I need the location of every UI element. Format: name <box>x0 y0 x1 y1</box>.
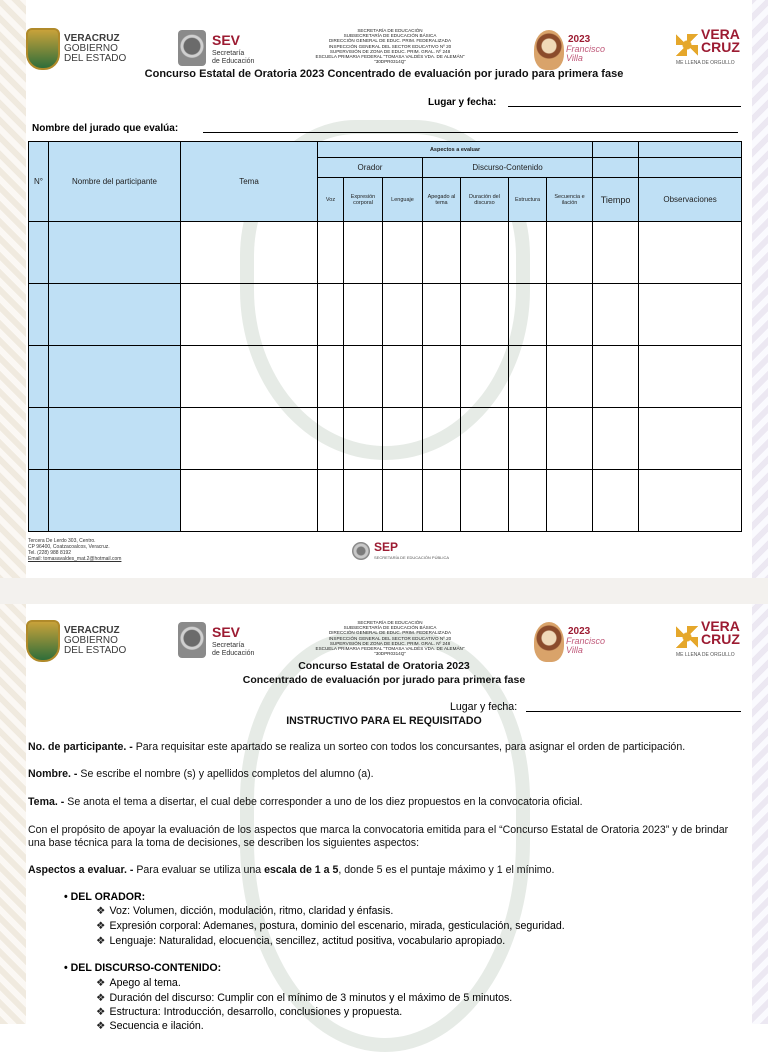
veracruz-government-logo: VERACRUZ GOBIERNO DEL ESTADO <box>26 28 146 72</box>
diamond-bullet-icon: ❖ <box>96 935 106 947</box>
state-coat-of-arms-icon <box>26 28 60 70</box>
diamond-bullet-icon: ❖ <box>96 992 106 1004</box>
cell-observations[interactable] <box>639 346 742 408</box>
cell-voice[interactable] <box>318 284 344 346</box>
table-row <box>29 222 742 284</box>
header-topic: Tema <box>181 142 318 222</box>
table-row <box>29 470 742 532</box>
francisco-villa-portrait-icon <box>534 622 564 662</box>
place-date-label: Lugar y fecha: <box>428 97 497 108</box>
sep-emblem-icon <box>352 542 370 560</box>
school-contact-footer: Tercera De Lerdo 303, Centro. CP 96400, Coatzacoalcos, Veracruz. Tel. (228) 988 8192 Email: tomasavaldes_mat.2@hotmail.com <box>28 538 122 562</box>
sev-logo: SEV Secretaría de Educación <box>178 622 268 662</box>
name-instruction: Nombre. - Se escribe el nombre (s) y apellidos completos del alumno (a). <box>28 768 374 780</box>
cell-speech-duration[interactable] <box>461 470 509 532</box>
cell-speech-duration[interactable] <box>461 222 509 284</box>
cell-language[interactable] <box>383 470 423 532</box>
page-title-line1: Concurso Estatal de Oratoria 2023 <box>298 660 470 672</box>
diamond-bullet-icon: ❖ <box>96 905 106 917</box>
speaker-heading: • DEL ORADOR: <box>64 891 146 903</box>
cell-voice[interactable] <box>318 408 344 470</box>
content-item-structure: ❖ Estructura: Introducción, desarrollo, conclusiones y propuesta. <box>96 1006 403 1018</box>
cell-on-topic[interactable] <box>423 470 461 532</box>
cell-speech-duration[interactable] <box>461 284 509 346</box>
purpose-paragraph: Con el propósito de apoyar la evaluación de los aspectos que marca la convocatoria emitida para el “Concurso Estatal de Oratoria 2023” y de brindar una base técnica para la toma de decisiones, se describen los siguientes aspectos: <box>28 824 729 849</box>
cell-speech-duration[interactable] <box>461 346 509 408</box>
veracruz-brand-logo: VERA CRUZ ME LLENA DE ORGULLO <box>676 618 740 658</box>
cell-structure[interactable] <box>509 284 547 346</box>
cell-voice[interactable] <box>318 222 344 284</box>
sev-logo: SEV Secretaría de Educación <box>178 30 268 70</box>
cell-number[interactable] <box>29 470 49 532</box>
cell-language[interactable] <box>383 346 423 408</box>
place-date-field[interactable] <box>526 711 741 712</box>
cell-structure[interactable] <box>509 470 547 532</box>
cell-participant-name[interactable] <box>49 284 181 346</box>
header-sequence: Secuencia e ilación <box>547 178 593 222</box>
sep-logo: SEP SECRETARÍA DE EDUCACIÓN PÚBLICA <box>352 540 422 564</box>
national-emblem-icon <box>178 622 206 658</box>
diamond-bullet-icon: ❖ <box>96 977 106 989</box>
table-row <box>29 408 742 470</box>
cell-topic[interactable] <box>181 222 318 284</box>
institution-header-text: SECRETARÍA DE EDUCACIÓN SUBSECRETARÍA DE EDUCACIÓN BÁSICA DIRECCIÓN GENERAL DE EDUC. PRIM. FEDERALIZADA INSPECCIÓN GENERAL DEL SECTOR EDUCATIVO Nº 20 SUPERVISIÓN DE ZONA DE EDUC. PRIM. GRAL. Nº 248 ESCUELA PRIMARIA FEDERAL "TOMASA VALDÉS VDA. DE ALEMÁN" "30DPR0314Q" <box>315 620 465 657</box>
jury-name-field[interactable] <box>203 132 738 133</box>
cell-on-topic[interactable] <box>423 222 461 284</box>
header-speaker-group: Orador <box>318 158 423 178</box>
cell-voice[interactable] <box>318 470 344 532</box>
cell-participant-name[interactable] <box>49 470 181 532</box>
header-on-topic: Apegado al tema <box>423 178 461 222</box>
cell-topic[interactable] <box>181 408 318 470</box>
cell-time[interactable] <box>593 408 639 470</box>
page-title: Concurso Estatal de Oratoria 2023 Concentrado de evaluación por jurado para primera fase <box>144 68 624 80</box>
content-item-sequence: ❖ Secuencia e ilación. <box>96 1020 204 1032</box>
content-item-on-topic: ❖ Apego al tema. <box>96 977 181 989</box>
evaluation-table <box>28 141 742 532</box>
page-title-line2: Concentrado de evaluación por jurado para primera fase <box>242 674 526 686</box>
table-row <box>29 284 742 346</box>
place-date-label: Lugar y fecha: <box>450 701 518 713</box>
cell-body-expression[interactable] <box>344 222 383 284</box>
flower-icon <box>676 34 698 56</box>
header-voice: Voz <box>318 178 344 222</box>
cell-language[interactable] <box>383 408 423 470</box>
cell-time[interactable] <box>593 470 639 532</box>
content-heading: • DEL DISCURSO-CONTENIDO: <box>64 962 222 974</box>
participant-number-instruction: No. de participante. - Para requisitar este apartado se realiza un sorteo con todos los concursantes, para asignar el orden de participación. <box>28 741 686 753</box>
flower-icon <box>676 626 698 648</box>
header-time: Tiempo <box>593 178 639 222</box>
header-language: Lenguaje <box>383 178 423 222</box>
place-date-field[interactable] <box>508 106 741 107</box>
speaker-item-language: ❖ Lenguaje: Naturalidad, elocuencia, sencillez, actitud positiva, vocabulario apropiado. <box>96 935 506 947</box>
cell-speech-duration[interactable] <box>461 408 509 470</box>
header-speech-duration: Duración del discurso <box>461 178 509 222</box>
instructions-title: INSTRUCTIVO PARA EL REQUISITADO <box>286 715 482 727</box>
instructions-page <box>0 612 768 1032</box>
cell-body-expression[interactable] <box>344 284 383 346</box>
cell-observations[interactable] <box>639 408 742 470</box>
cell-on-topic[interactable] <box>423 284 461 346</box>
header-observations: Observaciones <box>639 178 742 222</box>
cell-body-expression[interactable] <box>344 470 383 532</box>
cell-voice[interactable] <box>318 346 344 408</box>
cell-language[interactable] <box>383 222 423 284</box>
cell-time[interactable] <box>593 284 639 346</box>
institution-header-text: SECRETARÍA DE EDUCACIÓN SUBSECRETARÍA DE EDUCACIÓN BÁSICA DIRECCIÓN GENERAL DE EDUC. PRIM. FEDERALIZADA INSPECCIÓN GENERAL DEL SECTOR EDUCATIVO Nº 20 SUPERVISIÓN DE ZONA DE EDUC. PRIM. GRAL. Nº 248 ESCUELA PRIMARIA FEDERAL "TOMASA VALDÉS VDA. DE ALEMÁN" "30DPR0314Q" <box>315 28 465 65</box>
header-spacer <box>593 158 639 178</box>
cell-on-topic[interactable] <box>423 408 461 470</box>
cell-observations[interactable] <box>639 284 742 346</box>
speaker-item-voice: ❖ Voz: Volumen, dicción, modulación, ritmo, claridad y énfasis. <box>96 905 394 917</box>
header-spacer <box>639 142 742 158</box>
cell-participant-name[interactable] <box>49 408 181 470</box>
cell-observations[interactable] <box>639 222 742 284</box>
cell-time[interactable] <box>593 222 639 284</box>
veracruz-brand-logo: VERA CRUZ ME LLENA DE ORGULLO <box>676 26 740 66</box>
cell-topic[interactable] <box>181 346 318 408</box>
cell-sequence[interactable] <box>547 408 593 470</box>
speaker-item-body-expression: ❖ Expresión corporal: Ademanes, postura, dominio del escenario, mirada, gesticulación, seguridad. <box>96 920 565 932</box>
cell-number[interactable] <box>29 346 49 408</box>
topic-instruction: Tema. - Se anota el tema a disertar, el cual debe corresponder a uno de los diez propuestos en la convocatoria oficial. <box>28 796 583 808</box>
diamond-bullet-icon: ❖ <box>96 1020 106 1032</box>
cell-topic[interactable] <box>181 284 318 346</box>
cell-participant-name[interactable] <box>49 346 181 408</box>
header-number: N° <box>29 142 49 222</box>
aspects-instruction: Aspectos a evaluar. - Para evaluar se utiliza una escala de 1 a 5, donde 5 es el puntaje máximo y 1 el mínimo. <box>28 864 555 876</box>
cell-on-topic[interactable] <box>423 346 461 408</box>
cell-sequence[interactable] <box>547 284 593 346</box>
jury-name-label: Nombre del jurado que evalúa: <box>32 123 179 134</box>
cell-topic[interactable] <box>181 470 318 532</box>
cell-body-expression[interactable] <box>344 346 383 408</box>
cell-sequence[interactable] <box>547 222 593 284</box>
diamond-bullet-icon: ❖ <box>96 1006 106 1018</box>
cell-structure[interactable] <box>509 346 547 408</box>
cell-sequence[interactable] <box>547 470 593 532</box>
header-spacer <box>593 142 639 158</box>
cell-structure[interactable] <box>509 408 547 470</box>
cell-number[interactable] <box>29 408 49 470</box>
year-2023-logo: 2023 Francisco Villa <box>534 28 604 72</box>
cell-observations[interactable] <box>639 470 742 532</box>
cell-number[interactable] <box>29 222 49 284</box>
cell-body-expression[interactable] <box>344 408 383 470</box>
state-coat-of-arms-icon <box>26 620 60 662</box>
national-emblem-icon <box>178 30 206 66</box>
header-structure: Estructura <box>509 178 547 222</box>
cell-language[interactable] <box>383 284 423 346</box>
cell-participant-name[interactable] <box>49 222 181 284</box>
header-spacer <box>639 158 742 178</box>
header-body-expression: Expresión corporal <box>344 178 383 222</box>
francisco-villa-portrait-icon <box>534 30 564 70</box>
cell-structure[interactable] <box>509 222 547 284</box>
header-aspects: Aspectos a evaluar <box>318 142 593 158</box>
cell-time[interactable] <box>593 346 639 408</box>
header-participant-name: Nombre del participante <box>49 142 181 222</box>
veracruz-government-logo: VERACRUZ GOBIERNO DEL ESTADO <box>26 620 146 664</box>
year-2023-logo: 2023 Francisco Villa <box>534 620 604 664</box>
content-item-duration: ❖ Duración del discurso: Cumplir con el mínimo de 3 minutos y el máximo de 5 minutos. <box>96 992 513 1004</box>
page-separator <box>0 578 768 604</box>
diamond-bullet-icon: ❖ <box>96 920 106 932</box>
cell-sequence[interactable] <box>547 346 593 408</box>
header-content-group: Discurso-Contenido <box>423 158 593 178</box>
table-row <box>29 346 742 408</box>
cell-number[interactable] <box>29 284 49 346</box>
